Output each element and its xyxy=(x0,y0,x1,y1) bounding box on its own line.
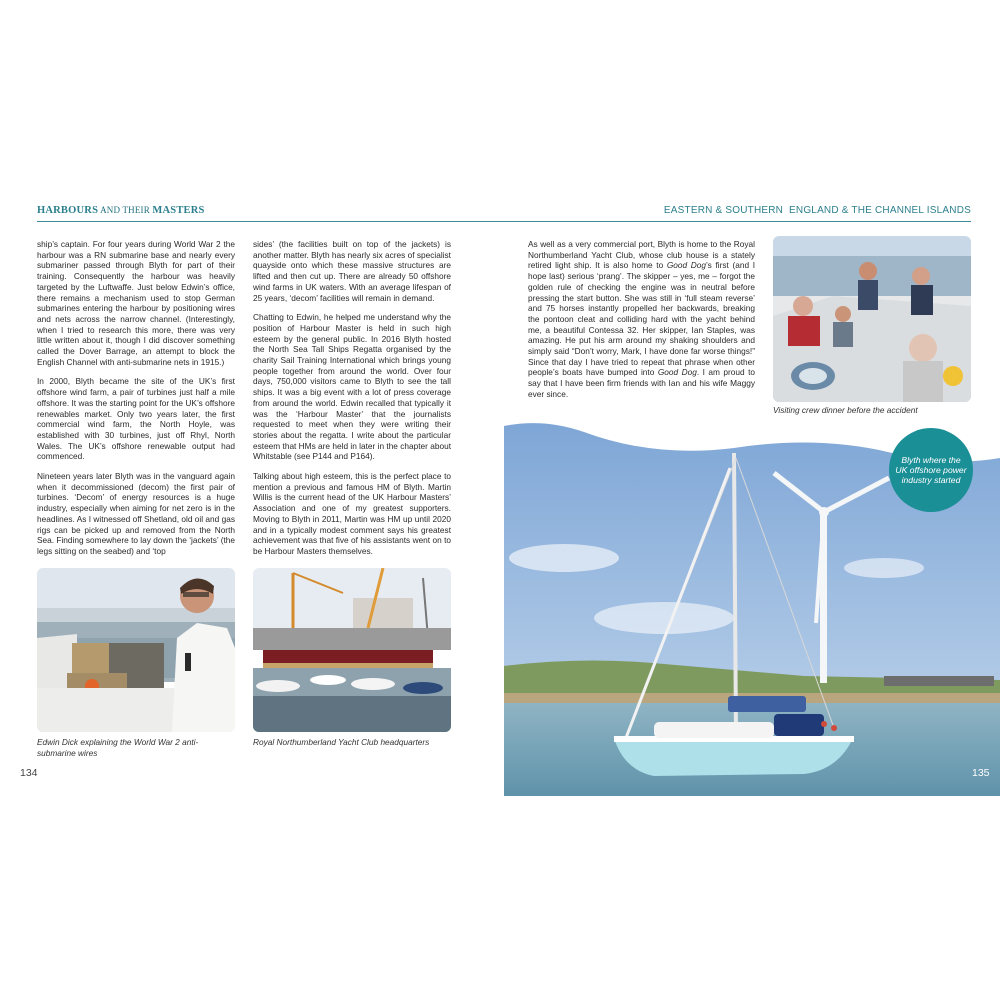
text-column-3 xyxy=(528,239,755,409)
page-number-left: 134 xyxy=(20,767,38,779)
photo-harbour-master xyxy=(37,568,235,732)
paragraph: In 2000, Blyth became the site of the UK’s first offshore wind farm, a pair of turbines just half a mile offshore. It was the starting point for the UK’s offshore renewables market. Only two years later, the first commercial wind farm, the North Hoyle, was established with 30 turbines, just off Rhyl, North Wales. The UK’s offshore renewable output had commenced. xyxy=(37,376,235,462)
text-run: ’s first (and I hope last) serious ‘prang’. The skipper – yes, me – forgot the golden rule of checking the engine was in neutral before pressing the start button. She was still in ‘full steam reverse’ and 75 horses instantly propelled her backwards, breaking the pontoon cleat and colliding hard with the yacht behind me, a beautiful Contessa 32. Her skipper, Ian Staples, was amazing. He put his arm around my shaking shoulders and simply said “Don’t worry, Mark, I have done far worse things!” Since that day I have tried to repeat that phrase when other people’s boats have bumped into xyxy=(528,260,755,378)
text-run: . I am proud to say that I have been firm friends with Ian and his wife Maggy ever since. xyxy=(528,367,756,399)
paragraph: ship’s captain. For four years during World War 2 the harbour was a RN submarine base and nearly every submariner passed through Blyth for part of their training. Consequently the harbour was heavily targeted by the Luftwaffe. Just below Edwin’s office, there remains a mechanism used to stop German submarines entering the harbour by positioning wires and nets across the narrow channel. (Interestingly, when I tried to research this more, there was very little written about it, though I did discover something called the Dover Barrage, an attempt to block the English Channel with anti-submarine nets in 1915.) xyxy=(37,239,235,367)
right-page xyxy=(500,0,1000,1000)
caption-harbour-master: Edwin Dick explaining the World War 2 anti-submarine wires xyxy=(37,737,199,758)
caption-crew-dinner: Visiting crew dinner before the accident xyxy=(773,405,918,415)
paragraph: sides’ (the facilities built on top of the jackets) is another matter. Blyth has nearly six acres of specialist quayside onto which these massive structures are lifted and then cut up. There are already 50 offshore wind farms in UK waters. With an average lifespan of 25 years, ‘decom’ facilities will remain in demand. xyxy=(253,239,451,303)
photo-crew-dinner xyxy=(773,236,971,402)
boat-name: Good Dog xyxy=(666,260,706,271)
text-run: As well as a very commercial port, Blyth is home to the Royal Northumberland Yacht Club, whose club house is a stately retired light ship. It is also home to xyxy=(528,239,755,271)
text-column-1 xyxy=(37,239,235,566)
paragraph xyxy=(528,239,755,400)
header-masters: MASTERS xyxy=(152,205,205,216)
header-and-their: AND THEIR xyxy=(98,205,153,215)
running-head-right: EASTERN & SOUTHERN ENGLAND & THE CHANNEL ISLANDS xyxy=(663,205,971,216)
harbour-master-illustration xyxy=(37,568,235,732)
caption-yacht-club: Royal Northumberland Yacht Club headquarters xyxy=(253,737,430,747)
paragraph: Chatting to Edwin, he helped me understand why the position of Harbour Master is held in such high esteem by the general public. In 2016 Blyth hosted the North Sea Tall Ships Regatta organised by the charity Sail Training International which brings young people together from around the world. Over four days, 750,000 visitors came to Blyth to see the tall ships. It was a big event with a lot of press coverage from around the world. Edwin recalled that typically it was the ‘Harbour Master’ that the journalists requested to meet when they were writing their stories about the regatta. I write about the particular esteem that HMs are held in later in the chapter about Whitstable (see P144 and P164). xyxy=(253,312,451,462)
crew-dinner-illustration xyxy=(773,236,971,402)
text-column-2 xyxy=(253,239,451,566)
paragraph: Talking about high esteem, this is the perfect place to mention a previous and famous HM of Blyth. Martin Willis is the current head of the UK Harbour Masters’ Association and one of my greatest supporters. Moving to Blyth in 2011, Martin was HM up until 2020 and in a typically modest comment says his greatest achievement was that five of his assistants went on to be Harbour Masters themselves. xyxy=(253,471,451,556)
page-number-right: 135 xyxy=(972,767,990,779)
yacht-club-illustration xyxy=(253,568,451,732)
callout-badge: Blyth where the UK offshore power industry started xyxy=(889,428,973,512)
paragraph: Nineteen years later Blyth was in the vanguard again when it decommissioned (decom) the first pair of turbines. ‘Decom’ of energy resources is a huge industry, especially when aiming for net zero is in the headlines. As I witnessed off Shetland, old oil and gas rigs can be picked up and removed from the North Sea. Finding somewhere to lay down the ‘jackets’ (the legs sitting on the seabed) and ‘top xyxy=(37,471,235,556)
photo-yacht-club xyxy=(253,568,451,732)
boat-name: Good Dog xyxy=(657,367,697,378)
header-harbours: HARBOURS xyxy=(37,205,99,216)
